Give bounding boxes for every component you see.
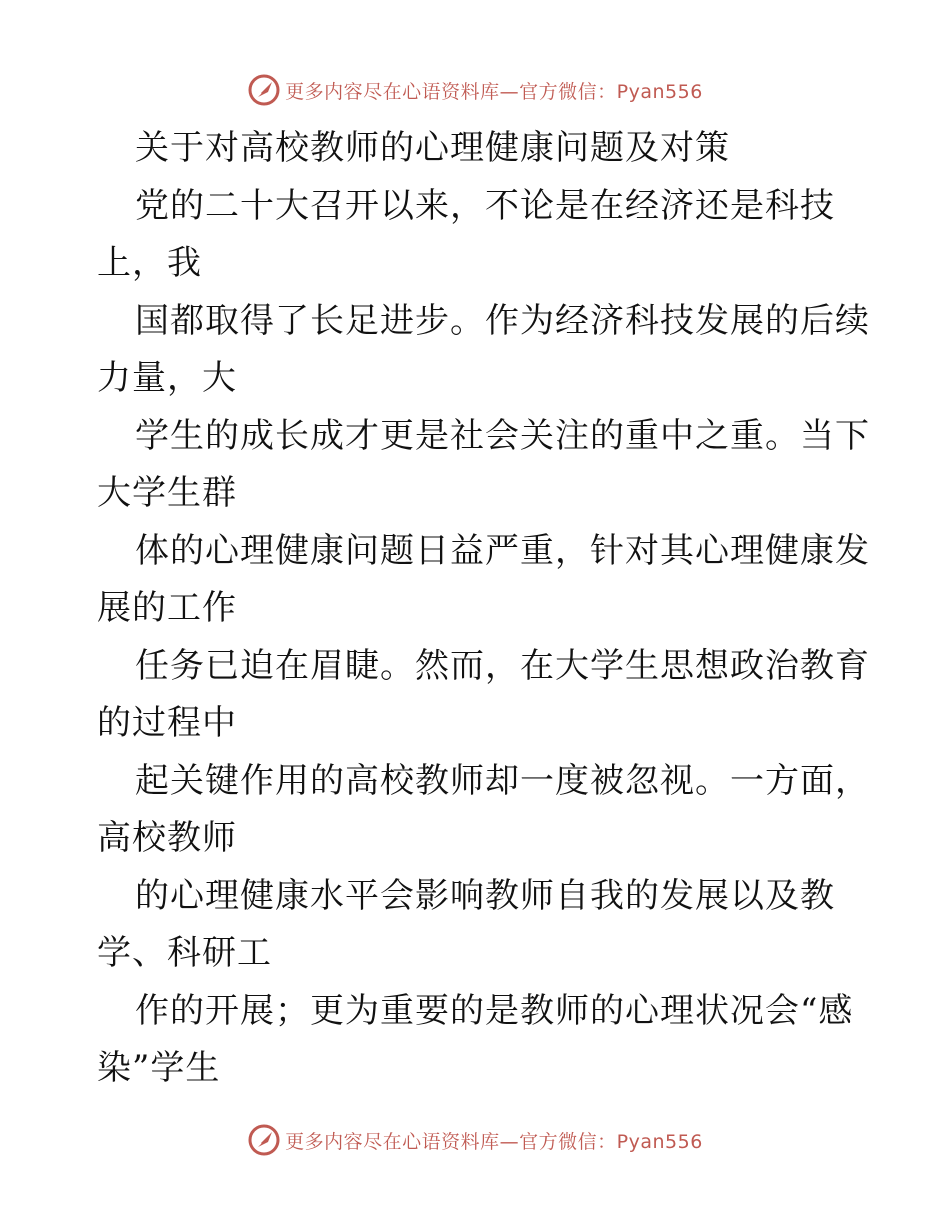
text-line: 高校教师 — [97, 818, 237, 858]
footer-banner — [0, 1120, 950, 1160]
document-body — [97, 120, 870, 1098]
text-line: 任务已迫在眉睫。然而，在大学生思想政治教育 — [135, 645, 870, 686]
text-line: 起关键作用的高校教师却一度被忽视。一方面， — [135, 760, 870, 801]
text-line: 大学生群 — [97, 473, 237, 513]
quill-logo-icon — [247, 73, 281, 107]
text-line: 作的开展；更为重要的是教师的心理状况会“感 — [135, 990, 854, 1031]
text-line: 展的工作 — [97, 588, 237, 628]
text-line: 染”学生 — [97, 1048, 221, 1088]
text-line: 学生的成长成才更是社会关注的重中之重。当下 — [135, 415, 870, 456]
header-banner — [0, 70, 950, 110]
text-line: 党的二十大召开以来，不论是在经济还是科技 — [135, 185, 835, 226]
text-line: 力量，大 — [97, 358, 237, 398]
banner-text: 更多内容尽在心语资料库—官方微信：Pyan556 — [285, 80, 703, 103]
banner-text: 更多内容尽在心语资料库—官方微信：Pyan556 — [285, 1130, 703, 1153]
text-line: 体的心理健康问题日益严重，针对其心理健康发 — [135, 530, 870, 571]
text-line: 的心理健康水平会影响教师自我的发展以及教 — [135, 875, 835, 916]
text-line: 关于对高校教师的心理健康问题及对策 — [135, 128, 730, 168]
quill-logo-icon — [247, 1123, 281, 1157]
text-line: 国都取得了长足进步。作为经济科技发展的后续 — [135, 300, 870, 341]
text-line: 学、科研工 — [97, 933, 272, 973]
text-line: 上，我 — [97, 243, 202, 283]
text-line: 的过程中 — [97, 703, 237, 743]
